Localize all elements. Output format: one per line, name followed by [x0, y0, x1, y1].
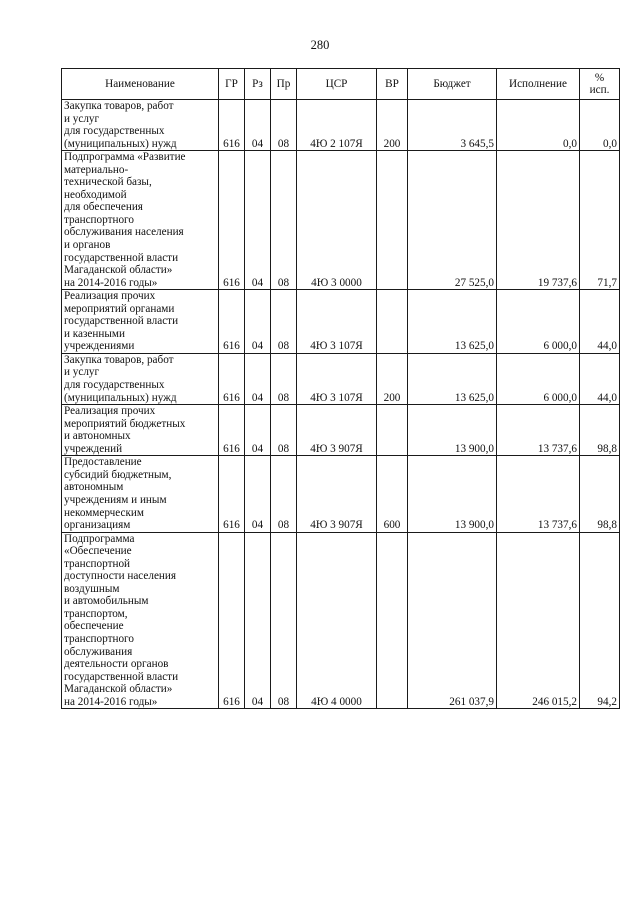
- cell-vr: 600: [377, 456, 408, 532]
- cell-pr: 08: [271, 100, 297, 151]
- cell-rz: 04: [245, 151, 271, 290]
- table-row: [62, 532, 620, 709]
- header-budget: Бюджет: [408, 69, 497, 100]
- cell-rz: 04: [245, 290, 271, 354]
- cell-pr: 08: [271, 353, 297, 404]
- cell-budget: 13 625,0: [408, 353, 497, 404]
- header-csr: ЦСР: [297, 69, 377, 100]
- cell-gr: 616: [219, 456, 245, 532]
- cell-csr: 4Ю 3 907Я: [297, 456, 377, 532]
- cell-name: Закупка товаров, работ и услуг для государственных (муниципальных) нужд: [62, 353, 219, 404]
- cell-name: Подпрограмма «Обеспечение транспортной доступности населения воздушным и автомобильным транспортом, обеспечение транспортного обслуживания деятельности органов государственной власти Магаданской области» на 2014-2016 годы»: [62, 532, 219, 709]
- cell-pct: 44,0: [580, 353, 620, 404]
- cell-name: Реализация прочих мероприятий бюджетных и автономных учреждений: [62, 405, 219, 456]
- cell-execution: 6 000,0: [497, 353, 580, 404]
- header-rz: Рз: [245, 69, 271, 100]
- header-pct: % исп.: [580, 69, 620, 100]
- cell-vr: [377, 405, 408, 456]
- cell-pct: 0,0: [580, 100, 620, 151]
- cell-pr: 08: [271, 405, 297, 456]
- cell-name: Предоставление субсидий бюджетным, автономным учреждениям и иным некоммерческим организациям: [62, 456, 219, 532]
- table-row: [62, 405, 620, 456]
- cell-vr: [377, 151, 408, 290]
- page-number: 280: [310, 38, 330, 52]
- header-pr: Пр: [271, 69, 297, 100]
- header-execution: Исполнение: [497, 69, 580, 100]
- cell-rz: 04: [245, 456, 271, 532]
- cell-pct: 98,8: [580, 405, 620, 456]
- cell-execution: 6 000,0: [497, 290, 580, 354]
- cell-gr: 616: [219, 290, 245, 354]
- cell-gr: 616: [219, 100, 245, 151]
- table-header: [62, 69, 620, 100]
- cell-gr: 616: [219, 405, 245, 456]
- cell-csr: 4Ю 3 107Я: [297, 290, 377, 354]
- cell-budget: 13 900,0: [408, 405, 497, 456]
- table-row: [62, 100, 620, 151]
- table-row: [62, 151, 620, 290]
- cell-budget: 261 037,9: [408, 532, 497, 709]
- cell-gr: 616: [219, 532, 245, 709]
- cell-pr: 08: [271, 456, 297, 532]
- cell-csr: 4Ю 3 907Я: [297, 405, 377, 456]
- cell-execution: 19 737,6: [497, 151, 580, 290]
- cell-budget: 3 645,5: [408, 100, 497, 151]
- table-row: [62, 353, 620, 404]
- cell-gr: 616: [219, 353, 245, 404]
- header-vr: ВР: [377, 69, 408, 100]
- cell-gr: 616: [219, 151, 245, 290]
- header-row: [62, 69, 620, 100]
- cell-csr: 4Ю 3 107Я: [297, 353, 377, 404]
- cell-name: Реализация прочих мероприятий органами государственной власти и казенными учреждениями: [62, 290, 219, 354]
- table-body: [62, 100, 620, 709]
- cell-pr: 08: [271, 290, 297, 354]
- cell-rz: 04: [245, 405, 271, 456]
- cell-pct: 98,8: [580, 456, 620, 532]
- header-name: Наименование: [62, 69, 219, 100]
- cell-pct: 71,7: [580, 151, 620, 290]
- cell-vr: [377, 532, 408, 709]
- cell-pr: 08: [271, 151, 297, 290]
- cell-name: Подпрограмма «Развитие материально- технической базы, необходимой для обеспечения транспортного обслуживания населения и органов государственной власти Магаданской области» на 2014-2016 годы»: [62, 151, 219, 290]
- cell-execution: 13 737,6: [497, 405, 580, 456]
- cell-pr: 08: [271, 532, 297, 709]
- cell-csr: 4Ю 4 0000: [297, 532, 377, 709]
- cell-budget: 13 900,0: [408, 456, 497, 532]
- cell-vr: [377, 290, 408, 354]
- cell-rz: 04: [245, 532, 271, 709]
- cell-vr: 200: [377, 353, 408, 404]
- cell-csr: 4Ю 2 107Я: [297, 100, 377, 151]
- cell-name: Закупка товаров, работ и услуг для государственных (муниципальных) нужд: [62, 100, 219, 151]
- cell-pct: 44,0: [580, 290, 620, 354]
- cell-csr: 4Ю 3 0000: [297, 151, 377, 290]
- table-row: [62, 290, 620, 354]
- cell-execution: 0,0: [497, 100, 580, 151]
- header-gr: ГР: [219, 69, 245, 100]
- cell-execution: 246 015,2: [497, 532, 580, 709]
- cell-vr: 200: [377, 100, 408, 151]
- cell-budget: 27 525,0: [408, 151, 497, 290]
- cell-rz: 04: [245, 100, 271, 151]
- budget-table: [61, 68, 620, 709]
- cell-budget: 13 625,0: [408, 290, 497, 354]
- cell-execution: 13 737,6: [497, 456, 580, 532]
- cell-pct: 94,2: [580, 532, 620, 709]
- table-row: [62, 456, 620, 532]
- cell-rz: 04: [245, 353, 271, 404]
